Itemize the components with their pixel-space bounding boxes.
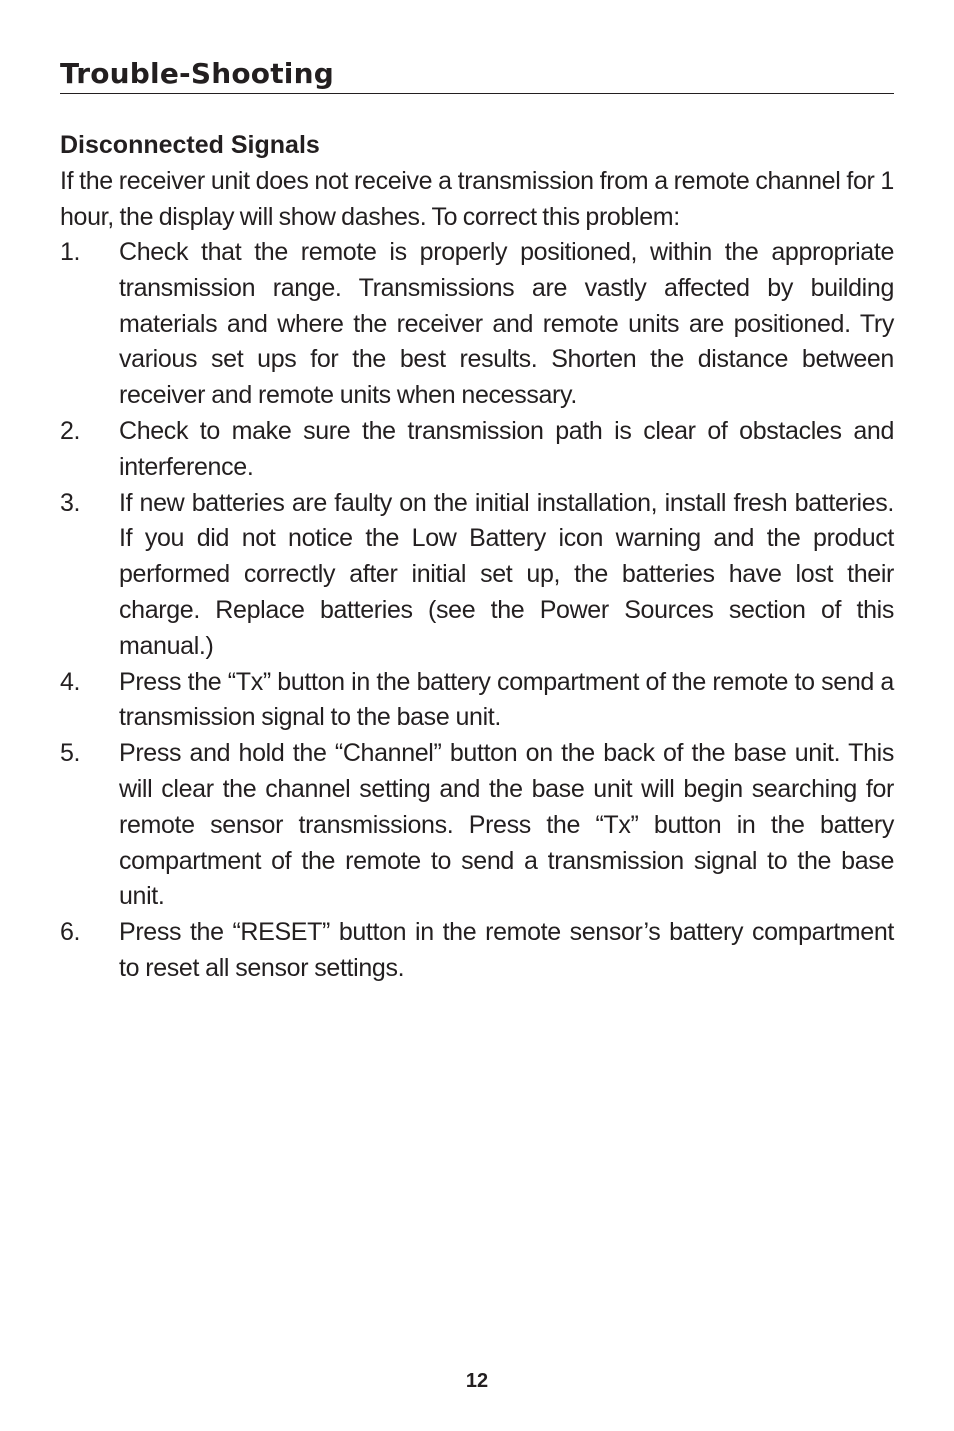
section-heading: Disconnected Signals: [60, 131, 320, 159]
list-item: [60, 414, 894, 486]
intro-paragraph: If the receiver unit does not receive a transmission from a remote channel for 1 hour, the display will show dashes. To correct this problem:: [60, 167, 894, 231]
list-item: [60, 736, 894, 915]
page-title: Trouble-Shooting: [60, 57, 334, 90]
step-text: If new batteries are faulty on the initial installation, install fresh batteries. If you did not notice the Low Battery icon warning and the product performed correctly after initial set up, the batteries have lost their charge. Replace batteries (see the Power Sources section of this manual.): [119, 488, 894, 660]
step-text: Press the “Tx” button in the battery compartment of the remote to send a transmission signal to the base unit.: [119, 667, 894, 732]
step-text: Press the “RESET” button in the remote sensor’s battery compartment to reset all sensor settings.: [119, 918, 894, 982]
list-item: [60, 486, 894, 665]
step-number: 1.: [60, 238, 81, 266]
step-number: 5.: [60, 739, 81, 768]
step-text: Press and hold the “Channel” button on the back of the base unit. This will clear the channel setting and the base unit will begin searching for remote sensor transmissions. Press the “Tx” button in the battery compartment of the remote to send a transmission signal to the base unit.: [119, 739, 894, 911]
list-item: [60, 235, 894, 414]
troubleshooting-steps: [60, 235, 894, 987]
title-divider: [60, 93, 894, 94]
step-number: 4.: [60, 667, 81, 696]
step-text: Check that the remote is properly positioned, within the appropriate transmission range. Transmissions are vastly affected by building materials and where the receiver and remote units are positioned. Try various set ups for the best results. Shorten the distance between receiver and remote units when necessary.: [119, 238, 894, 410]
step-number: 6.: [60, 918, 81, 947]
step-number: 2.: [60, 416, 81, 445]
list-item: [60, 665, 894, 737]
list-item: [60, 915, 894, 987]
step-text: Check to make sure the transmission path is clear of obstacles and interference.: [119, 416, 894, 481]
page-number: 12: [465, 1370, 489, 1392]
step-number: 3.: [60, 488, 81, 517]
